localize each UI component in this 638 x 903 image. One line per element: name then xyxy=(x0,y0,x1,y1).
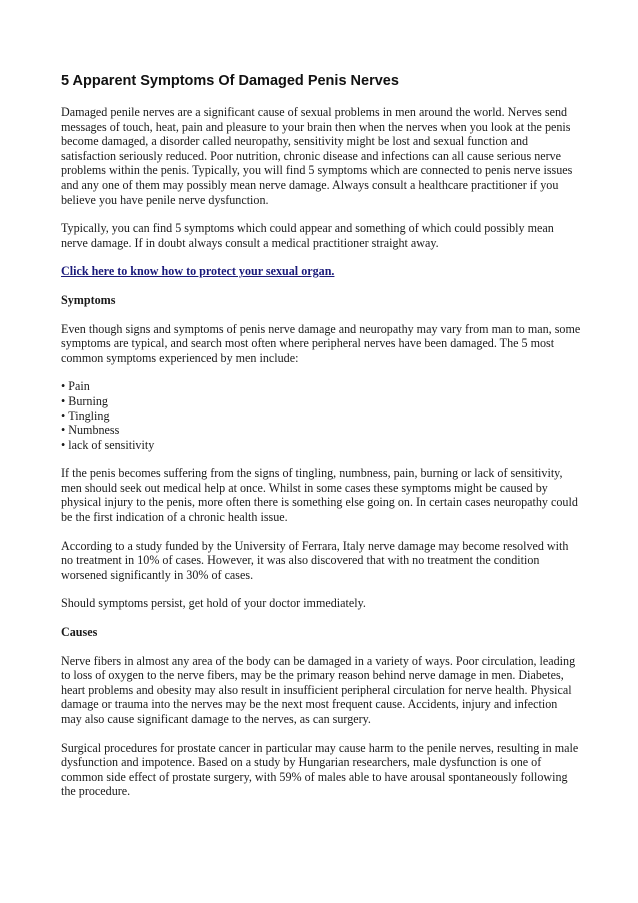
signs-paragraph: If the penis becomes suffering from the signs of tingling, numbness, pain, burning or lack of sensitivity, men should seek out medical help at once. Whilst in some cases these symptoms might be caused by physical injury to the penis, more often there is something else going on. In certain cases neuropathy could be the first indication of a chronic health issue. xyxy=(61,466,578,525)
symptom-item-tingling: • Tingling xyxy=(61,409,581,424)
symptom-item-pain: • Pain xyxy=(61,379,581,394)
link-paragraph xyxy=(61,264,581,279)
causes-heading: Causes xyxy=(61,625,98,640)
causes-paragraph: Nerve fibers in almost any area of the body can be damaged in a variety of ways. Poor circulation, leading to loss of oxygen to the nerve fibers, may be the primary reason behind nerve damage in men. Diabetes, heart problems and obesity may also result in insufficient peripheral circulation for nerve health. Physical damage or trauma into the nerves may be the next most frequent cause. Accidents, injury and infection may also cause significant damage to the nerves, as can surgery. xyxy=(61,653,576,726)
symptom-list xyxy=(61,379,581,452)
persist-paragraph: Should symptoms persist, get hold of your doctor immediately. xyxy=(61,596,366,611)
symptom-item-numbness: • Numbness xyxy=(61,423,581,438)
symptoms-heading: Symptoms xyxy=(61,292,116,307)
document-title: 5 Apparent Symptoms Of Damaged Penis Nerves xyxy=(61,73,399,89)
symptom-item-lack-of-sensitivity: • lack of sensitivity xyxy=(61,438,581,453)
symptom-item-burning: • Burning xyxy=(61,394,581,409)
symptoms-intro-paragraph: Even though signs and symptoms of penis nerve damage and neuropathy may vary from man to man, some symptoms are typical, and search most often where peripheral nerves have been damaged. The 5 most common symptoms experienced by men include: xyxy=(61,321,581,365)
protect-organ-link[interactable]: Click here to know how to protect your sexual organ. xyxy=(61,264,335,279)
typically-paragraph: Typically, you can find 5 symptoms which could appear and something of which could possibly mean nerve damage. If in doubt always consult a medical practitioner straight away. xyxy=(61,221,554,250)
intro-paragraph: Damaged penile nerves are a significant cause of sexual problems in men around the world. Nerves send messages of touch, heat, pain and pleasure to your brain then when the nerves when you look at the penis become damaged, a disorder called neuropathy, sensitivity might be lost and sexual function and satisfaction seriously reduced. Poor nutrition, chronic disease and infections can all cause serious nerve problems within the penis. Typically, you will find 5 symptoms which are connected to penis nerve issues and any one of them may possibly mean nerve damage. Always consult a healthcare practitioner if you believe you have penile nerve dysfunction. xyxy=(61,105,573,207)
study-paragraph: According to a study funded by the University of Ferrara, Italy nerve damage may become resolved with no treatment in 10% of cases. However, it was also discovered that with no treatment the condition worsened significantly in 30% of cases. xyxy=(61,538,569,582)
surgical-paragraph: Surgical procedures for prostate cancer in particular may cause harm to the penile nerves, resulting in male dysfunction and impotence. Based on a study by Hungarian researchers, male dysfunction is one of common side effect of prostate surgery, with 59% of males able to have arousal spontaneously following the procedure. xyxy=(61,740,579,799)
document-page xyxy=(61,72,581,813)
